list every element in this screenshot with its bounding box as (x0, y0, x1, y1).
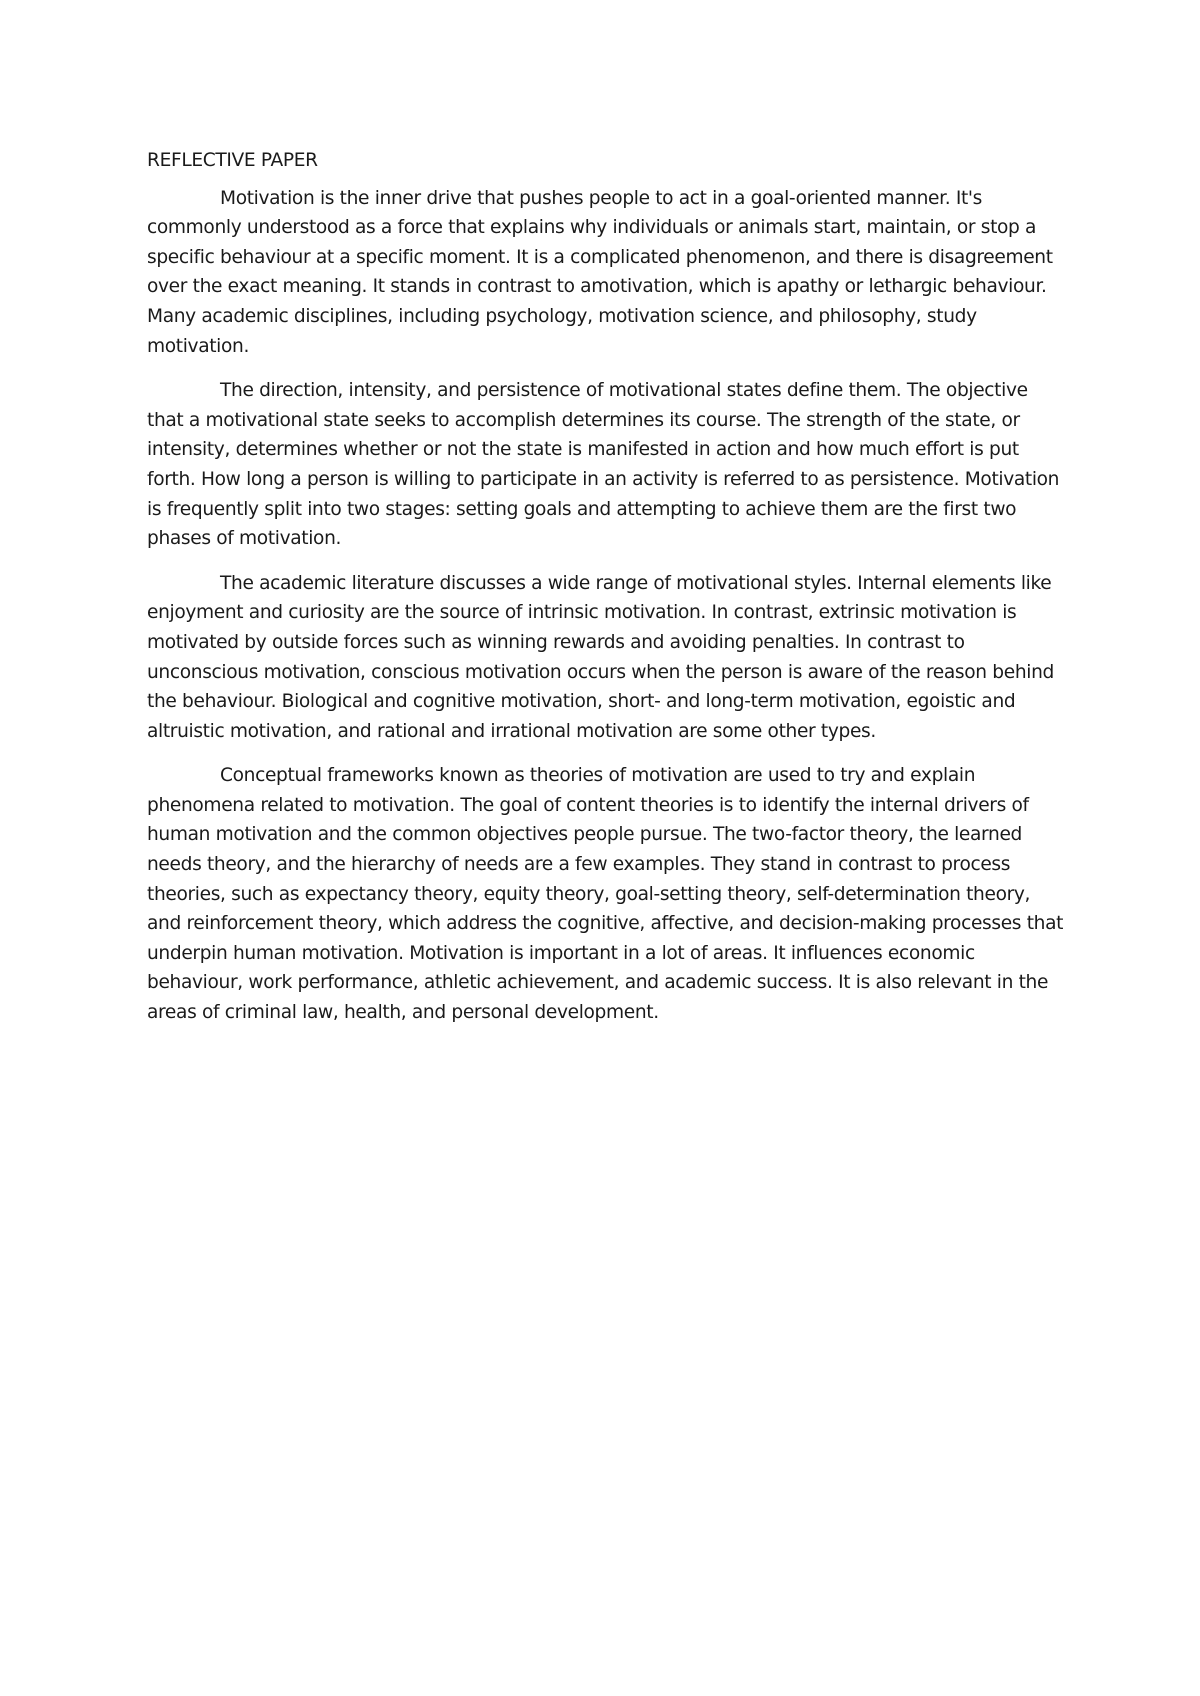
document-title: REFLECTIVE PAPER (147, 150, 318, 171)
paragraph-1: Motivation is the inner drive that pushes people to act in a goal-oriented manner. It's commonly understood as a force that explains why individuals or animals start, maintain, or stop a specific behaviour at a specific moment. It is a complicated phenomenon, and there is disagreement over the exact meaning. It stands in contrast to amotivation, which is apathy or lethargic behaviour. Many academic disciplines, including psychology, motivation science, and philosophy, study motivation. (147, 187, 1053, 357)
paragraph-2: The direction, intensity, and persistence of motivational states define them. The objective that a motivational state seeks to accomplish determines its course. The strength of the state, or intensity, determines whether or not the state is manifested in action and how much effort is put forth. How long a person is willing to participate in an activity is referred to as persistence. Motivation is frequently split into two stages: setting goals and attempting to achieve them are the first two phases of motivation. (147, 380, 1060, 550)
document-body (147, 146, 1065, 1043)
paragraph-3: The academic literature discusses a wide range of motivational styles. Internal elements like enjoyment and curiosity are the source of intrinsic motivation. In contrast, extrinsic motivation is motivated by outside forces such as winning rewards and avoiding penalties. In contrast to unconscious motivation, conscious motivation occurs when the person is aware of the reason behind the behaviour. Biological and cognitive motivation, short- and long-term motivation, egoistic and altruistic motivation, and rational and irrational motivation are some other types. (147, 572, 1054, 742)
paragraph-4: Conceptual frameworks known as theories of motivation are used to try and explain phenomena related to motivation. The goal of content theories is to identify the internal drivers of human motivation and the common objectives people pursue. The two-factor theory, the learned needs theory, and the hierarchy of needs are a few examples. They stand in contrast to process theories, such as expectancy theory, equity theory, goal-setting theory, self-determination theory, and reinforcement theory, which address the cognitive, affective, and decision-making processes that underpin human motivation. Motivation is important in a lot of areas. It influences economic behaviour, work performance, athletic achievement, and academic success. It is also relevant in the areas of criminal law, health, and personal development. (147, 765, 1064, 1024)
